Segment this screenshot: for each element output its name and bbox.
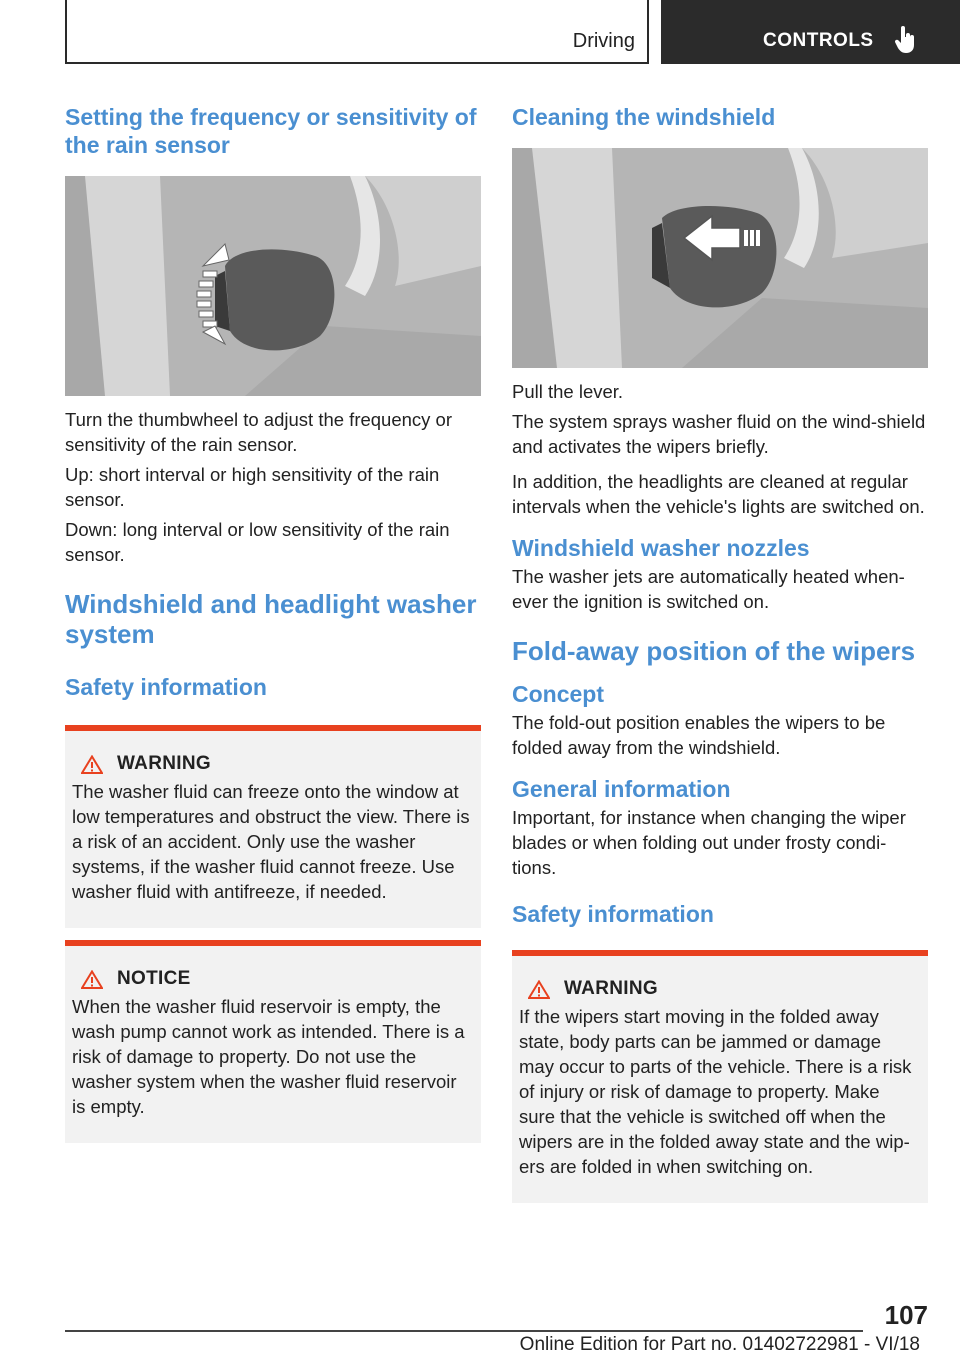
heading-washer-system: Windshield and headlight washer system [65, 589, 477, 649]
chapter-tab [661, 0, 960, 64]
warning-title-2: WARNING [564, 978, 658, 999]
para-thumbwheel: Turn the thumbwheel to adjust the frequency or sensitivity of the rain sensor. [65, 409, 453, 455]
heading-foldaway: Fold-away position of the wipers [512, 636, 916, 666]
warning-box [65, 725, 481, 928]
warning-text-2: If the wipers start moving in the folded away state, body parts can be jammed or damage may occur to parts of the vehicle. There is a risk of injury or risk of damage to property. Make sure that the vehicle is switched off when the wipers are in the folded away state and the wip‐ers are folded in when switching on. [519, 1006, 912, 1177]
lever-pull-illustration [512, 148, 928, 368]
heading-rain-sensor: Setting the frequency or sensitivity of the rain sensor [65, 104, 477, 158]
para-sprays: The system sprays washer fluid on the wind‐shield and activates the wipers briefly. [512, 411, 926, 457]
warning-triangle-icon [81, 755, 103, 774]
heading-general-info: General information [512, 776, 731, 802]
warning-title: WARNING [117, 753, 211, 774]
para-down: Down: long interval or low sensitivity of the rain sensor. [65, 519, 450, 565]
right-column [512, 100, 928, 1203]
pointing-hand-icon [895, 26, 917, 54]
notice-title: NOTICE [117, 968, 191, 989]
warning-box-2 [512, 950, 928, 1203]
edition-text: Online Edition for Part no. 01402722981 - VI/18 [519, 1334, 920, 1355]
thumbwheel-illustration [65, 176, 481, 396]
footer-divider [65, 1330, 863, 1332]
heading-concept: Concept [512, 681, 604, 707]
warning-header-2 [519, 978, 920, 1000]
page-number: 107 [884, 1300, 928, 1330]
warning-text: The washer fluid can freeze onto the window at low temperatures and obstruct the view. There is a risk of an accident. Only use the washer systems, if the washer fluid cannot freeze. Use washer fluid with antifreeze, if needed. [72, 781, 470, 902]
notice-triangle-icon [81, 970, 103, 989]
heading-safety-info: Safety information [65, 674, 267, 700]
left-column [65, 100, 481, 1143]
heading-safety-info-2: Safety information [512, 901, 714, 927]
section-title: Driving [572, 30, 635, 52]
heading-cleaning: Cleaning the windshield [512, 104, 776, 130]
warning-header [72, 753, 473, 775]
para-pull: Pull the lever. [512, 381, 624, 402]
warning-triangle-icon [528, 980, 550, 999]
notice-header [72, 968, 473, 990]
notice-box [65, 940, 481, 1143]
para-addition: In addition, the headlights are cleaned at regular intervals when the vehicle's lights are switched on. [512, 471, 925, 517]
para-general: Important, for instance when changing the wiper blades or when folding out under frosty condi‐tions. [512, 807, 906, 878]
heading-nozzles: Windshield washer nozzles [512, 535, 810, 561]
notice-text: When the washer fluid reservoir is empty, the wash pump cannot work as intended. There is a risk of damage to property. Do not use the washer system when the washer fluid reservoir is empty. [72, 996, 465, 1117]
para-up: Up: short interval or high sensitivity of the rain sensor. [65, 464, 440, 510]
header-frame [65, 0, 649, 64]
para-concept: The fold-out position enables the wipers to be folded away from the windshield. [512, 712, 886, 758]
chapter-title: CONTROLS [763, 30, 874, 51]
para-nozzles: The washer jets are automatically heated when‐ever the ignition is switched on. [512, 566, 905, 612]
